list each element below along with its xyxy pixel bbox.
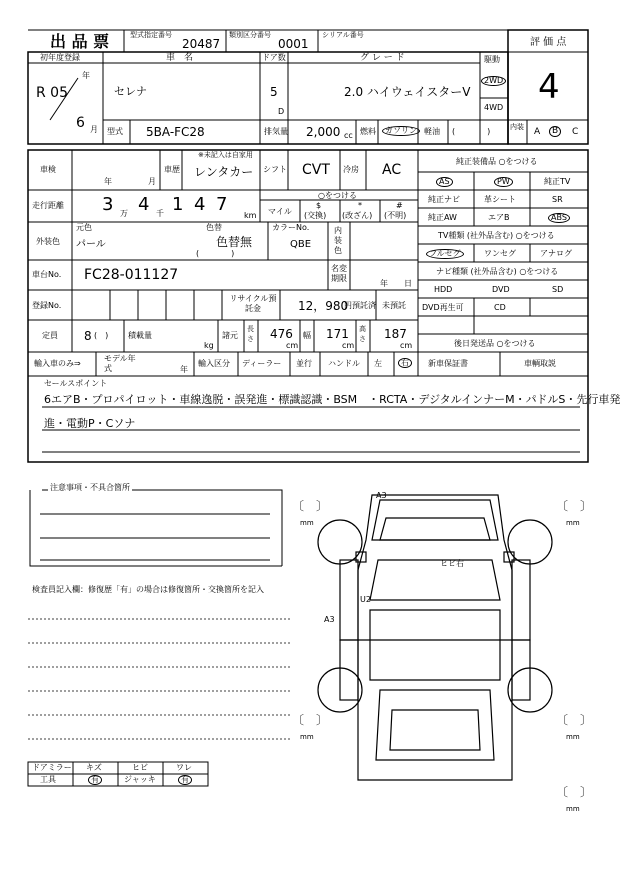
genuine-label: 純正装備品 ○をつける — [456, 157, 538, 166]
mm-fl: mm — [300, 519, 314, 527]
cool-label: 冷房 — [343, 165, 359, 174]
orig-color-label: 元色 — [76, 223, 92, 232]
cd-option: CD — [494, 303, 506, 312]
fuel-gasoline: ガソリン — [382, 126, 420, 136]
drive-4wd: 4WD — [484, 103, 504, 112]
mark-a3-top: A3 — [376, 491, 387, 500]
mileage-km: km — [244, 211, 257, 220]
rating-value: 4 — [538, 67, 560, 107]
rating-label: 評 価 点 — [530, 37, 567, 48]
mark-hibi-right: ヒビ右 — [440, 559, 464, 568]
mm-rl: mm — [300, 733, 314, 741]
mileage-d3: 1 — [172, 194, 184, 215]
legend-scratch: キズ — [86, 763, 102, 772]
interior-b: B — [549, 126, 561, 137]
doors-value: 5 — [270, 85, 278, 99]
model-year-label: モデル年式 — [104, 354, 136, 373]
tv-label: TV種類 (社外品含む) ○をつける — [438, 231, 555, 240]
legend-jack: ジャッキ — [124, 775, 156, 784]
capacity-paren: ( ) — [94, 331, 109, 340]
sales-line-2: 進・電動P・Cソナ — [44, 417, 136, 430]
dealer-option: ディーラー — [242, 359, 282, 368]
tamper-label: (改ざん) — [342, 211, 373, 220]
te-year: 年 — [380, 279, 388, 288]
insp-month: 月 — [148, 177, 156, 186]
bracket-rr: 〔 〕 — [556, 713, 593, 727]
dim-label: 諸元 — [222, 331, 238, 340]
month-unit: 月 — [90, 125, 98, 134]
history-note: ※未記入は自家用 — [198, 151, 253, 159]
color-no-label: カラーNo. — [272, 223, 310, 232]
era-year: R 05 — [36, 85, 68, 101]
legend-crack: ヒビ — [132, 763, 148, 772]
nav-sd: SD — [552, 285, 564, 294]
tv-oneseg: ワンセグ — [484, 249, 516, 258]
cool-value: AC — [382, 162, 402, 178]
fuel-other: ( ) — [452, 127, 491, 136]
ext-color-label: 外装色 — [36, 237, 60, 246]
drive-label: 駆動 — [484, 55, 500, 64]
bracket-rl: 〔 〕 — [292, 713, 329, 727]
history-value: レンタカー — [194, 165, 254, 179]
grade-value: 2.0 ハイウェイスターV — [344, 85, 471, 99]
sales-line-1: 6エアB・プロパイロット・車線逸脱・誤発進・標識認識・BSM ・RCTA・デジタルインナーM・パドルS・先行車発 — [44, 393, 621, 406]
disp-unit: cc — [344, 131, 353, 140]
bracket-fr: 〔 〕 — [556, 499, 593, 513]
len-value: 476 — [270, 327, 293, 341]
capacity-value: 8 — [84, 329, 92, 343]
equip-leather: 革シート — [484, 195, 516, 204]
mileage-d2: 4 — [138, 194, 150, 215]
title-expiry-label: 名変期限 — [331, 264, 347, 283]
equip-as: AS — [436, 177, 453, 187]
swap-sym: $ — [316, 201, 322, 210]
insp-year: 年 — [104, 177, 112, 186]
legend-door-mirror: ドアミラー — [32, 763, 72, 772]
model-no: 20487 — [182, 37, 221, 51]
legend-jack-yes: 有 — [178, 775, 192, 785]
disp-label: 排気量 — [264, 127, 288, 136]
parallel-option: 並行 — [296, 359, 312, 368]
equip-navi: 純正ナビ — [428, 195, 460, 204]
paint-paren: ( ) — [196, 249, 235, 258]
model-year-unit: 年 — [180, 365, 188, 374]
disp-value: 2,000 — [306, 125, 341, 139]
nav-dvd: DVD — [492, 285, 510, 294]
equip-abs: ABS — [548, 213, 570, 223]
recycle-label: リサイクル預託金 — [229, 294, 277, 313]
te-day: 日 — [404, 279, 412, 288]
type-value: 5BA-FC28 — [146, 125, 205, 139]
mark-a3-left: A3 — [324, 615, 335, 624]
class-no: 0001 — [278, 37, 309, 51]
import-label: 輸入車のみ⇒ — [34, 359, 81, 368]
fuel-label: 燃料 — [360, 127, 376, 136]
wid-label: 幅 — [303, 331, 311, 340]
shift-label: シフト — [263, 165, 287, 174]
handle-right: 右 — [398, 358, 412, 368]
type-label: 型式 — [107, 127, 123, 136]
form-title: 出 品 票 — [50, 32, 110, 51]
mileage-d5: 7 — [216, 194, 228, 215]
load-label: 積載量 — [128, 331, 152, 340]
unknown-label: (不明) — [384, 211, 407, 220]
mm-fr: mm — [566, 519, 580, 527]
nav-hdd: HDD — [434, 285, 453, 294]
reg-month: 6 — [76, 115, 85, 131]
drive-2wd: 2WD — [481, 76, 506, 86]
bracket-fl: 〔 〕 — [292, 499, 329, 513]
capacity-label: 定員 — [42, 331, 58, 340]
mark-u2: U2 — [360, 595, 371, 604]
history-label: 車歴 — [164, 165, 180, 174]
mileage-d4: 4 — [194, 194, 206, 215]
first-reg-label: 初年度登録 — [40, 53, 80, 62]
import-class-label: 輸入区分 — [198, 359, 230, 368]
chassis-value: FC28-011127 — [84, 267, 179, 283]
dvd-play: DVD再生可 — [422, 303, 464, 312]
unknown-sym: # — [396, 201, 403, 210]
equip-pw: PW — [494, 177, 513, 187]
hgt-unit: cm — [400, 341, 413, 350]
orig-color: パール — [76, 239, 106, 250]
model-no-label: 型式指定番号 — [130, 31, 172, 39]
equip-aw: 純正AW — [428, 213, 457, 222]
recycle-done: 円預託済 — [344, 301, 376, 310]
mm-spare: mm — [566, 805, 580, 813]
owner-manual: 車輌取説 — [524, 359, 556, 368]
doors-type: D — [278, 107, 285, 116]
interior-c: C — [572, 127, 579, 137]
mileage-circle-note: ○をつける — [318, 191, 357, 200]
recycle-value: 12，980 — [298, 299, 349, 313]
hgt-value: 187 — [384, 327, 407, 341]
color-no: QBE — [290, 239, 312, 250]
legend-break: ワレ — [176, 763, 192, 772]
wid-value: 171 — [326, 327, 349, 341]
serial-label: シリアル番号 — [322, 31, 364, 39]
hgt-label: 高さ — [359, 325, 366, 343]
legend-tools: 工具 — [40, 775, 56, 784]
wid-unit: cm — [342, 341, 355, 350]
chassis-label: 車台No. — [32, 270, 62, 279]
grade-label: グ レ ー ド — [360, 53, 405, 63]
mileage-u2: 千 — [156, 209, 164, 218]
paint-label: 色替 — [206, 223, 222, 232]
sales-label: セールスポイント — [44, 379, 108, 388]
year-unit: 年 — [82, 71, 90, 80]
warranty-book: 新車保証書 — [428, 359, 468, 368]
len-label: 長さ — [247, 325, 254, 343]
mile-label: マイル — [268, 207, 292, 216]
int-color-label: 内装色 — [334, 226, 342, 255]
load-unit: kg — [204, 341, 214, 350]
swap-label: (交換) — [304, 211, 327, 220]
mm-rr: mm — [566, 733, 580, 741]
fuel-diesel: 軽油 — [424, 127, 440, 136]
mileage-label: 走行距離 — [32, 201, 64, 210]
car-name-label: 車 名 — [166, 53, 194, 63]
equip-sr: SR — [552, 195, 563, 204]
nav-label: ナビ種類 (社外品含む) ○をつける — [436, 267, 559, 276]
inspector-label: 検査員記入欄：修復歴「有」の場合は修復箇所・交換箇所を記入 — [32, 585, 264, 594]
car-name: セレナ — [114, 85, 147, 98]
recycle-not: 未預託 — [382, 301, 406, 310]
inspection-label: 車検 — [40, 165, 56, 174]
interior-label: 内装 — [510, 123, 524, 131]
handle-label: ハンドル — [328, 359, 360, 368]
shift-value: CVT — [302, 162, 330, 178]
regno-label: 登録No. — [32, 301, 62, 310]
class-no-label: 類別区分番号 — [229, 31, 271, 39]
doors-label: ドア数 — [262, 53, 286, 62]
handle-left: 左 — [374, 359, 382, 368]
paint-value: 色替無 — [216, 235, 253, 249]
tamper-sym: * — [358, 201, 362, 210]
bracket-spare: 〔 〕 — [556, 785, 593, 799]
equip-airbag: エアB — [488, 213, 510, 222]
len-unit: cm — [286, 341, 299, 350]
tv-fullseg: フルセグ — [426, 249, 464, 259]
equip-tv: 純正TV — [544, 177, 571, 186]
later-label: 後日発送品 ○をつける — [454, 339, 536, 348]
car-diagram — [318, 495, 552, 780]
caution-label: 注意事項・不具合箇所 — [50, 483, 130, 492]
interior-a: A — [534, 127, 541, 137]
tv-analog: アナログ — [540, 249, 572, 258]
mileage-d1: 3 — [102, 194, 114, 215]
legend-tools-yes: 有 — [88, 775, 102, 785]
mileage-u1: 万 — [120, 209, 128, 218]
